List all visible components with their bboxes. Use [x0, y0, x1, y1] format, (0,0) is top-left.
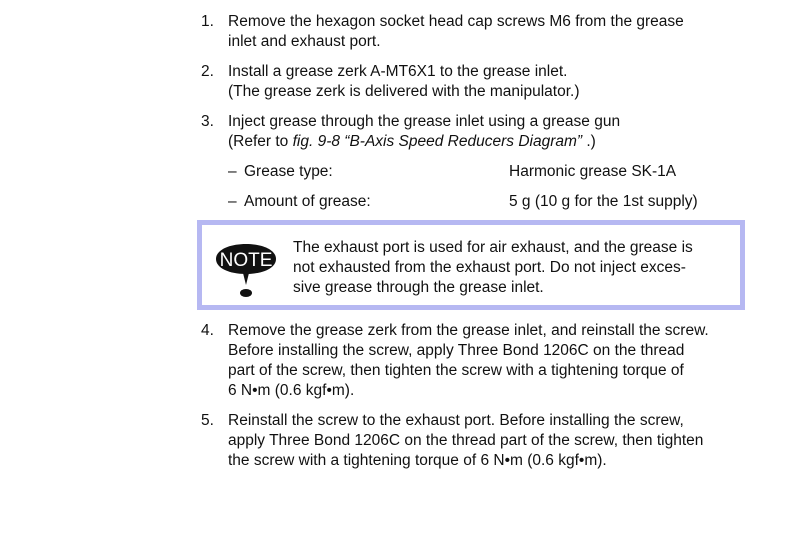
- spec-dash: –: [228, 163, 237, 180]
- step-line: the screw with a tightening torque of 6 N•m (0.6 kgf•m).: [228, 452, 607, 469]
- step-line: Remove the grease zerk from the grease inlet, and reinstall the screw.: [228, 322, 709, 339]
- note-icon-label: NOTE: [219, 250, 273, 271]
- spec-value: Harmonic grease SK-1A: [509, 163, 677, 180]
- step-line: Before installing the screw, apply Three Bond 1206C on the thread: [228, 342, 685, 359]
- figure-reference-link[interactable]: fig. 9-8 “B-Axis Speed Reducers Diagram”: [292, 133, 583, 150]
- spec-label: Amount of grease:: [244, 193, 371, 210]
- note-box: [197, 220, 745, 310]
- step-line: part of the screw, then tighten the screw with a tightening torque of: [228, 362, 684, 379]
- spec-value: 5 g (10 g for the 1st supply): [509, 193, 698, 210]
- step-line: Remove the hexagon socket head cap screws M6 from the grease: [228, 13, 684, 30]
- step-number: 5.: [201, 412, 214, 429]
- note-icon: [212, 242, 280, 302]
- step-line: (The grease zerk is delivered with the manipulator.): [228, 83, 580, 100]
- note-text: [293, 238, 733, 298]
- note-line: not exhausted from the exhaust port. Do not inject exces-: [293, 259, 686, 276]
- step-text: [228, 62, 768, 102]
- reference-prefix: (Refer to: [228, 133, 293, 150]
- step-number: 1.: [201, 13, 214, 30]
- step-text: [228, 411, 768, 471]
- reference-suffix: .): [582, 133, 596, 150]
- step-line: Reinstall the screw to the exhaust port. Before installing the screw,: [228, 412, 684, 429]
- step-line: apply Three Bond 1206C on the thread part of the screw, then tighten: [228, 432, 704, 449]
- step-line-reference: [228, 132, 768, 152]
- spec-label: Grease type:: [244, 163, 333, 180]
- step-number: 4.: [201, 322, 214, 339]
- step-line: inlet and exhaust port.: [228, 33, 381, 50]
- step-number: 3.: [201, 113, 214, 130]
- step-text: [228, 112, 768, 152]
- step-line: Install a grease zerk A-MT6X1 to the grease inlet.: [228, 63, 568, 80]
- note-line: The exhaust port is used for air exhaust, and the grease is: [293, 239, 693, 256]
- step-line: Inject grease through the grease inlet using a grease gun: [228, 113, 621, 130]
- step-text: [228, 321, 768, 401]
- step-number: 2.: [201, 63, 214, 80]
- note-line: sive grease through the grease inlet.: [293, 279, 544, 296]
- spec-dash: –: [228, 193, 237, 210]
- step-text: [228, 12, 768, 52]
- step-line: 6 N•m (0.6 kgf•m).: [228, 382, 355, 399]
